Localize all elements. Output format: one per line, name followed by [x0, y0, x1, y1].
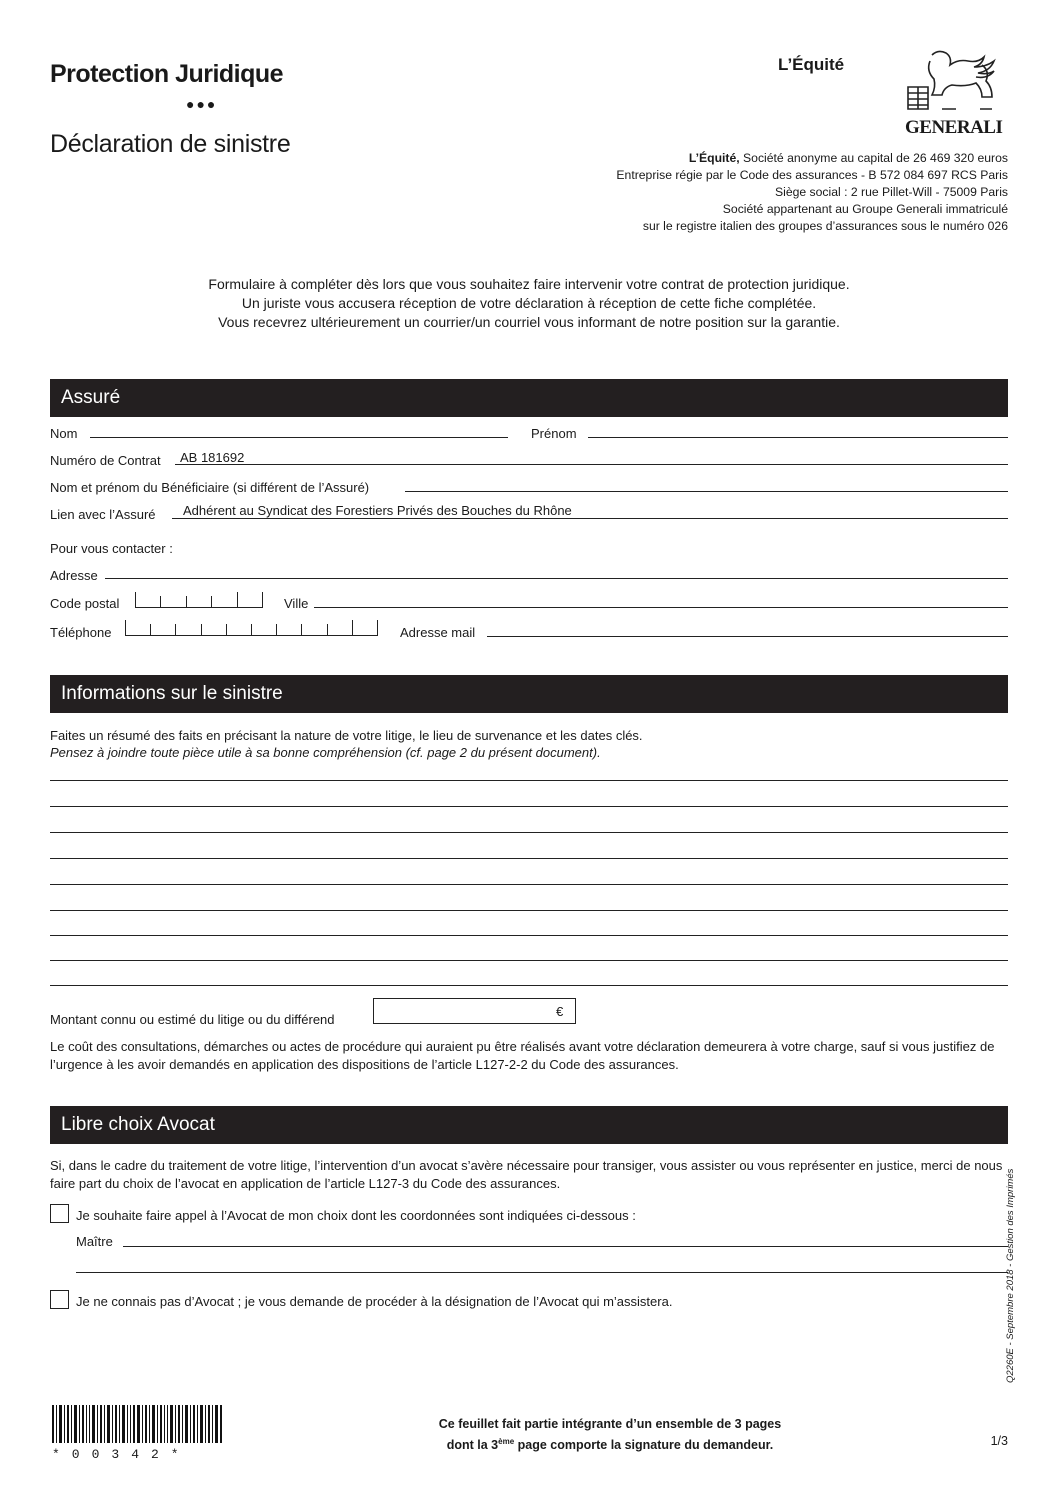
choix-avocat-checkbox[interactable] — [50, 1204, 69, 1223]
summary-line[interactable] — [50, 960, 1008, 961]
intro-text — [50, 275, 1008, 332]
contrat-label: Numéro de Contrat — [50, 453, 161, 468]
mail-label: Adresse mail — [400, 625, 476, 640]
summary-line[interactable] — [50, 858, 1008, 859]
page-title: Déclaration de sinistre — [50, 130, 291, 158]
intro-line1: Formulaire à compléter dès lors que vous souhaitez faire intervenir votre contrat de protection juridique. — [208, 276, 850, 292]
code-postal-boxes[interactable] — [135, 592, 263, 608]
brand-logo-text: Protection Juridique — [50, 60, 284, 88]
lien-label: Lien avec l’Assuré — [50, 507, 156, 522]
designation-avocat-checkbox[interactable] — [50, 1290, 69, 1309]
company-info-line5: sur le registre italien des groupes d’assurances sous le numéro 026 — [642, 219, 1008, 233]
intro-line3: Vous recevrez ultérieurement un courrier/un courriel vous informant de notre position sur la garantie. — [218, 314, 840, 330]
section-header-avocat: Libre choix Avocat — [50, 1106, 1008, 1144]
summary-line[interactable] — [50, 985, 1008, 986]
footer-note — [400, 1415, 820, 1454]
barcode-caption: *00342* — [52, 1447, 191, 1462]
montant-label: Montant connu ou estimé du litige ou du différend — [50, 1012, 335, 1027]
company-info — [616, 150, 1008, 235]
summary-line[interactable] — [50, 910, 1008, 911]
maitre-field-line2[interactable] — [76, 1272, 1008, 1273]
sinistre-note: Le coût des consultations, démarches ou actes de procédure qui auraient pu être réalisés avant votre déclaration demeurera à votre charge, sauf si vous justifiez de l’urgence à les avoir demandés en application des dispositions de l’article L127-2-2 du Code des assurances. — [50, 1039, 995, 1072]
nom-label: Nom — [50, 426, 78, 441]
contrat-field[interactable] — [175, 464, 1008, 465]
ville-label: Ville — [284, 596, 309, 611]
lien-value: Adhérent au Syndicat des Forestiers Privés des Bouches du Rhône — [183, 503, 572, 518]
nom-field[interactable] — [90, 437, 508, 438]
maitre-field[interactable] — [123, 1246, 1008, 1247]
lien-field[interactable] — [172, 518, 1008, 519]
sinistre-instruction-italic: Pensez à joindre toute pièce utile à sa bonne compréhension (cf. page 2 du présent document). — [50, 745, 601, 760]
choix-avocat-label: Je souhaite faire appel à l’Avocat de mon choix dont les coordonnées sont indiquées ci-dessous : — [76, 1208, 636, 1223]
avocat-intro: Si, dans le cadre du traitement de votre litige, l’intervention d’un avocat s’avère nécessaire pour transiger, vous assister ou vous représenter en justice, merci de nous faire part du choix de l’avocat en application de l’article L127-3 du Code des assurances. — [50, 1158, 1003, 1191]
company-info-line4: Société appartenant au Groupe Generali immatriculé — [722, 202, 1008, 216]
montant-input[interactable] — [373, 998, 576, 1024]
code-postal-label: Code postal — [50, 596, 120, 611]
insurer-name: L’Équité — [778, 55, 845, 74]
generali-lion-icon — [902, 47, 1010, 117]
mail-field[interactable] — [487, 636, 1008, 637]
designation-avocat-label: Je ne connais pas d’Avocat ; je vous demande de procéder à la désignation de l’Avocat qui m’assistera. — [76, 1294, 673, 1309]
summary-line[interactable] — [50, 806, 1008, 807]
contact-label: Pour vous contacter : — [50, 541, 173, 556]
sinistre-instruction: Faites un résumé des faits en précisant la nature de votre litige, le lieu de survenance et les dates clés. — [50, 728, 643, 743]
beneficiaire-field[interactable] — [405, 491, 1008, 492]
summary-line[interactable] — [50, 832, 1008, 833]
page-number: 1/3 — [990, 1434, 1008, 1448]
section-header-assure: Assuré — [50, 379, 1008, 417]
maitre-label: Maître — [76, 1234, 113, 1249]
contrat-value: AB 181692 — [180, 450, 245, 465]
currency-symbol: € — [556, 1004, 564, 1019]
summary-line[interactable] — [50, 935, 1008, 936]
adresse-label: Adresse — [50, 568, 98, 583]
company-info-line2: Entreprise régie par le Code des assurances - B 572 084 697 RCS Paris — [616, 168, 1008, 182]
prenom-label: Prénom — [531, 426, 577, 441]
summary-line[interactable] — [50, 780, 1008, 781]
form-reference-vertical: Q2260E - Septembre 2018 - Gestion des Imprimés — [1005, 1168, 1016, 1383]
barcode-icon — [52, 1405, 222, 1443]
footer-note-line1: Ce feuillet fait partie intégrante d’un ensemble de 3 pages — [438, 1417, 782, 1431]
beneficiaire-label: Nom et prénom du Bénéficiaire (si différent de l’Assuré) — [50, 480, 370, 495]
section-header-sinistre: Informations sur le sinistre — [50, 675, 1008, 713]
generali-wordmark: GENERALI — [905, 117, 1003, 138]
prenom-field[interactable] — [588, 437, 1008, 438]
adresse-field[interactable] — [105, 578, 1008, 579]
company-info-line1: L’Équité, Société anonyme au capital de 26 469 320 euros — [688, 151, 1008, 165]
footer-note-line2: dont la 3ème page comporte la signature du demandeur. — [446, 1437, 774, 1453]
telephone-boxes[interactable] — [125, 620, 378, 636]
telephone-label: Téléphone — [50, 625, 112, 640]
brand-dots: ●●● — [186, 96, 218, 112]
summary-line[interactable] — [50, 884, 1008, 885]
company-info-line3: Siège social : 2 rue Pillet-Will - 75009 Paris — [774, 185, 1008, 199]
intro-line2: Un juriste vous accusera réception de votre déclaration à réception de cette fiche complétée. — [241, 295, 817, 311]
ville-field[interactable] — [314, 607, 1008, 608]
